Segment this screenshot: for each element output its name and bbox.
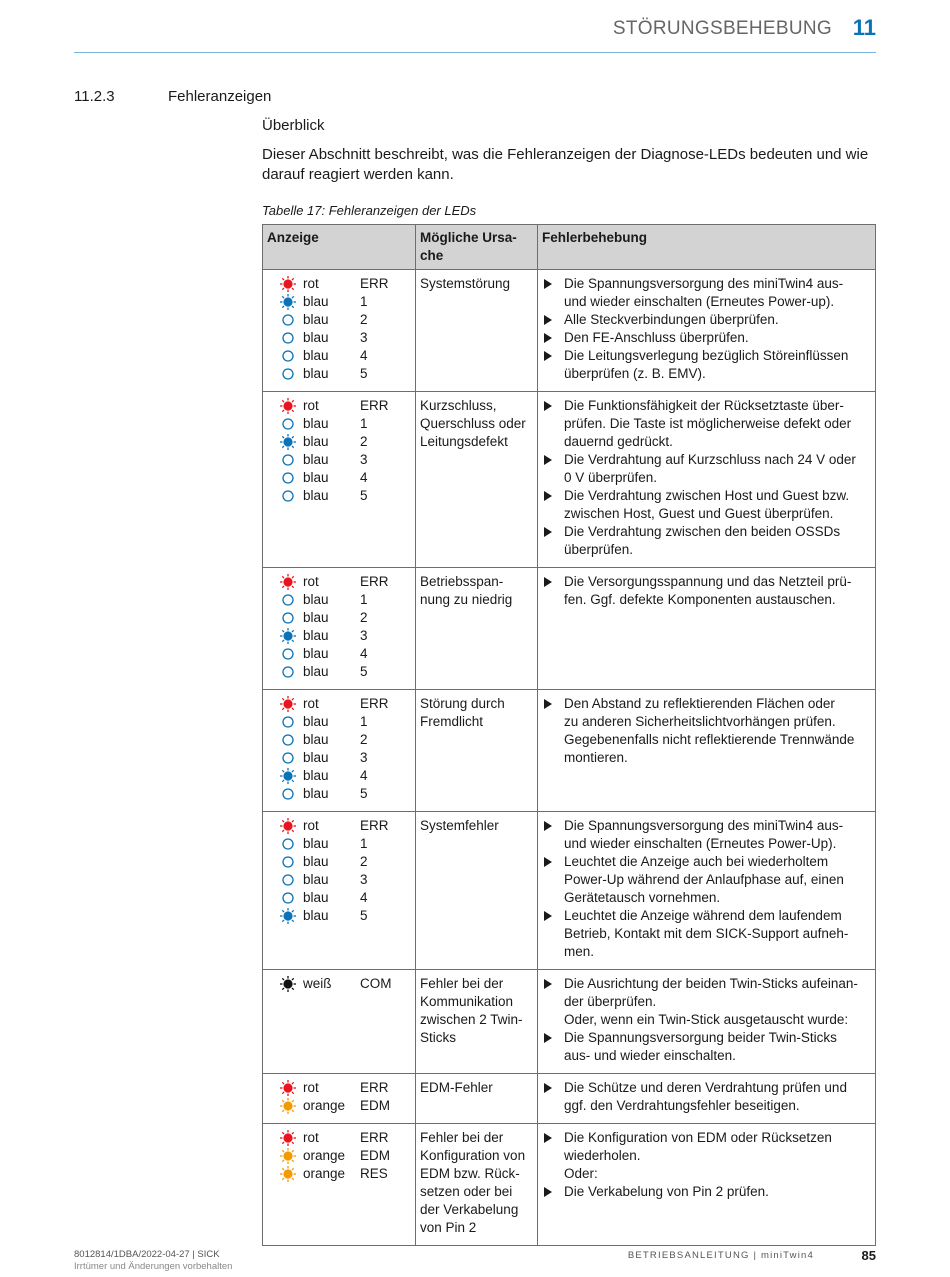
remedy-cell [538,568,876,690]
led-color-label: blau [303,294,329,309]
led-code: ERR [360,398,389,413]
led-code: 3 [360,330,368,345]
cause-cell [416,270,538,392]
header-anzeige: Anzeige [263,225,416,270]
remedy-step [542,853,871,907]
table-row [263,970,876,1074]
remedy-cell [538,690,876,812]
remedy-step [542,275,871,311]
led-entry [267,835,411,853]
remedy-line: Die Leitungsverlegung bezüglich Störeinflüssen [564,348,849,363]
led-code: 2 [360,312,368,327]
remedy-line: zu anderen Sicherheitslichtvorhängen prüfen. [564,714,836,729]
led-color-label: rot [303,276,319,291]
led-color-label: blau [303,416,329,431]
bullet-arrow-icon [544,1187,552,1197]
led-code: 5 [360,908,368,923]
led-color-label: blau [303,312,329,327]
led-off-blue-icon [279,785,297,803]
chapter-title: STÖRUNGSBEHEBUNG [612,18,832,39]
remedy-step [542,817,871,853]
led-code: 3 [360,872,368,887]
led-entry [267,433,411,451]
remedy-line: und wieder einschalten (Erneutes Power-Up). [564,836,837,851]
led-lit-red-icon [279,397,297,415]
led-code: 2 [360,854,368,869]
remedy-line: fen. Ggf. defekte Komponenten austauschen. [564,592,836,607]
led-color-label: blau [303,908,329,923]
led-color-label: rot [303,398,319,413]
led-lit-red-icon [279,817,297,835]
remedy-line: ggf. den Verdrahtungsfehler beseitigen. [564,1098,800,1113]
error-display-table [262,224,876,1246]
led-color-label: blau [303,854,329,869]
remedy-step [542,487,871,523]
led-lit-blue-icon [279,293,297,311]
bullet-arrow-icon [544,333,552,343]
bullet-arrow-icon [544,491,552,501]
led-color-label: blau [303,768,329,783]
remedy-line: wiederholen. [564,1148,641,1163]
remedy-line: Oder: [564,1166,598,1181]
remedy-step [542,573,871,609]
cause-cell [416,1074,538,1124]
remedy-line: Leuchtet die Anzeige auch bei wiederholtem [564,854,829,869]
cause-line: Systemstörung [420,276,511,291]
led-entry [267,785,411,803]
remedy-line: Die Verdrahtung auf Kurzschluss nach 24 V oder [564,452,856,467]
led-entry [267,975,411,993]
cause-cell [416,812,538,970]
led-off-blue-icon [279,415,297,433]
remedy-list [542,817,871,961]
remedy-line: überprüfen. [564,542,634,557]
bullet-arrow-icon [544,279,552,289]
bullet-arrow-icon [544,699,552,709]
led-lit-orange-icon [279,1147,297,1165]
remedy-cell [538,1074,876,1124]
led-lit-red-icon [279,573,297,591]
remedy-cell [538,970,876,1074]
remedy-line: Betrieb, Kontakt mit dem SICK-Support aufneh- [564,926,849,941]
led-color-label: blau [303,330,329,345]
led-code: ERR [360,1080,389,1095]
led-entry [267,713,411,731]
led-off-blue-icon [279,645,297,663]
remedy-step [542,975,871,1029]
led-indicator-cell [263,690,416,812]
led-off-blue-icon [279,609,297,627]
led-off-blue-icon [279,871,297,889]
led-code: 3 [360,628,368,643]
led-entry [267,663,411,681]
led-entry [267,487,411,505]
led-code: 4 [360,646,368,661]
led-code: 1 [360,416,368,431]
cause-line: Systemfehler [420,818,499,833]
remedy-line: Leuchtet die Anzeige während dem laufendem [564,908,842,923]
cause-cell [416,690,538,812]
led-off-blue-icon [279,329,297,347]
led-off-blue-icon [279,469,297,487]
remedy-line: montieren. [564,750,628,765]
led-code: 5 [360,786,368,801]
led-entry [267,907,411,925]
led-indicator-cell [263,970,416,1074]
remedy-line: prüfen. Die Taste ist möglicherweise defekt oder [564,416,852,431]
led-entry [267,767,411,785]
remedy-line: men. [564,944,595,959]
led-entry [267,627,411,645]
led-color-label: blau [303,592,329,607]
cause-cell [416,970,538,1074]
remedy-line: und wieder einschalten (Erneutes Power-up). [564,294,835,309]
led-off-blue-icon [279,853,297,871]
cause-line: Kommunikation [420,994,514,1009]
led-entry [267,609,411,627]
led-color-label: blau [303,434,329,449]
led-code: 4 [360,348,368,363]
led-code: EDM [360,1098,390,1113]
led-color-label: blau [303,890,329,905]
remedy-line: Die Verdrahtung zwischen den beiden OSSDs [564,524,841,539]
table-row [263,812,876,970]
led-entry [267,573,411,591]
led-color-label: blau [303,452,329,467]
led-entry [267,853,411,871]
remedy-line: Alle Steckverbindungen überprüfen. [564,312,779,327]
remedy-cell [538,1124,876,1246]
led-off-blue-icon [279,365,297,383]
table-caption: Tabelle 17: Fehleranzeigen der LEDs [262,203,477,218]
footer-disclaimer: Irrtümer und Änderungen vorbehalten [74,1261,233,1272]
footer-left [74,1249,232,1273]
chapter-number: 11 [852,15,876,40]
led-color-label: blau [303,732,329,747]
led-lit-red-icon [279,275,297,293]
led-color-label: blau [303,836,329,851]
led-off-blue-icon [279,347,297,365]
led-entry [267,1097,411,1115]
cause-cell [416,392,538,568]
led-entry [267,591,411,609]
led-lit-blue-icon [279,433,297,451]
led-off-blue-icon [279,451,297,469]
remedy-step [542,311,871,329]
remedy-line: überprüfen (z. B. EMV). [564,366,706,381]
led-entry [267,749,411,767]
cause-line: EDM bzw. Rück- [420,1166,520,1181]
led-color-label: orange [303,1166,346,1181]
remedy-line: Die Spannungsversorgung des miniTwin4 aus- [564,818,844,833]
bullet-arrow-icon [544,315,552,325]
bullet-arrow-icon [544,401,552,411]
remedy-list [542,573,871,609]
led-code: RES [360,1166,388,1181]
remedy-step [542,907,871,961]
remedy-line: Die Spannungsversorgung beider Twin-Sticks [564,1030,837,1045]
led-off-blue-icon [279,731,297,749]
section-number: 11.2.3 [74,88,115,105]
remedy-line: Gegebenenfalls nicht reflektierende Trennwände [564,732,855,747]
led-lit-red-icon [279,1129,297,1147]
remedy-line: 0 V überprüfen. [564,470,658,485]
footer-doc-id: 8012814/1DBA/2022-04-27 | SICK [74,1249,220,1260]
led-code: 2 [360,732,368,747]
led-color-label: rot [303,1080,319,1095]
remedy-list [542,1079,871,1115]
remedy-list [542,275,871,383]
remedy-line: Die Ausrichtung der beiden Twin-Sticks aufeinan- [564,976,858,991]
remedy-step [542,1183,871,1201]
bullet-arrow-icon [544,577,552,587]
led-code: 4 [360,768,368,783]
led-code: 4 [360,470,368,485]
cause-line: zwischen 2 Twin- [420,1012,523,1027]
led-entry [267,645,411,663]
remedy-step [542,1029,871,1065]
bullet-arrow-icon [544,1083,552,1093]
led-lit-blue-icon [279,767,297,785]
led-entry [267,695,411,713]
led-color-label: blau [303,348,329,363]
led-lit-orange-icon [279,1097,297,1115]
led-entry [267,311,411,329]
footer-doc-type: BETRIEBSANLEITUNG | miniTwin4 [627,1250,814,1261]
led-color-label: weiß [303,976,332,991]
remedy-cell [538,812,876,970]
remedy-line: Die Versorgungsspannung und das Netzteil prü- [564,574,852,589]
led-color-label: blau [303,786,329,801]
led-off-blue-icon [279,591,297,609]
remedy-line: Die Spannungsversorgung des miniTwin4 aus- [564,276,844,291]
led-color-label: blau [303,488,329,503]
led-entry [267,451,411,469]
bullet-arrow-icon [544,351,552,361]
led-code: ERR [360,1130,389,1145]
led-entry [267,871,411,889]
cause-cell [416,568,538,690]
led-code: ERR [360,574,389,589]
remedy-step [542,1079,871,1115]
remedy-step [542,523,871,559]
remedy-step [542,347,871,383]
led-entry [267,889,411,907]
remedy-line: Oder, wenn ein Twin-Stick ausgetauscht wurde: [564,1012,849,1027]
bullet-arrow-icon [544,455,552,465]
remedy-line: Die Verkabelung von Pin 2 prüfen. [564,1184,769,1199]
led-color-label: rot [303,696,319,711]
cause-line: von Pin 2 [420,1220,477,1235]
led-code: 1 [360,592,368,607]
remedy-cell [538,270,876,392]
cause-line: Fehler bei der [420,1130,504,1145]
led-indicator-cell [263,812,416,970]
led-lit-black-icon [279,975,297,993]
remedy-line: Gerätetausch vornehmen. [564,890,721,905]
led-color-label: blau [303,610,329,625]
cause-line: Kurzschluss, [420,398,497,413]
led-entry [267,275,411,293]
led-entry [267,1129,411,1147]
led-code: 5 [360,664,368,679]
led-off-blue-icon [279,487,297,505]
page-number: 85 [861,1248,876,1263]
led-code: ERR [360,818,389,833]
header-divider [74,52,876,53]
header-ursache-text: Mögliche Ursa- che [420,230,517,263]
led-entry [267,397,411,415]
led-entry [267,365,411,383]
led-entry [267,817,411,835]
led-entry [267,469,411,487]
led-code: 4 [360,890,368,905]
bullet-arrow-icon [544,527,552,537]
remedy-list [542,975,871,1065]
table-row [263,392,876,568]
led-color-label: rot [303,818,319,833]
remedy-line: Die Konfiguration von EDM oder Rücksetzen [564,1130,832,1145]
remedy-line: der überprüfen. [564,994,657,1009]
led-code: ERR [360,276,389,291]
cause-line: der Verkabelung [420,1202,519,1217]
table-row [263,690,876,812]
led-color-label: blau [303,750,329,765]
cause-line: Fremdlicht [420,714,484,729]
led-lit-blue-icon [279,627,297,645]
remedy-line: dauernd gedrückt. [564,434,673,449]
header-fehlerbehebung: Fehlerbehebung [538,225,876,270]
led-indicator-cell [263,270,416,392]
led-entry [267,731,411,749]
led-color-label: blau [303,646,329,661]
remedy-cell [538,392,876,568]
bullet-arrow-icon [544,857,552,867]
table-row [263,1074,876,1124]
remedy-line: zwischen Host, Guest und Guest überprüfen. [564,506,834,521]
led-code: COM [360,976,392,991]
remedy-step [542,695,871,767]
led-code: 1 [360,836,368,851]
remedy-step [542,1129,871,1183]
led-lit-red-icon [279,1079,297,1097]
remedy-line: Den FE-Anschluss überprüfen. [564,330,749,345]
led-color-label: blau [303,366,329,381]
led-color-label: orange [303,1098,346,1113]
bullet-arrow-icon [544,1133,552,1143]
led-color-label: orange [303,1148,346,1163]
remedy-list [542,1129,871,1201]
led-lit-blue-icon [279,907,297,925]
header-ursache [416,225,538,270]
cause-line: Konfiguration von [420,1148,526,1163]
table-row [263,270,876,392]
section-title: Fehleranzeigen [168,88,272,105]
led-entry [267,1147,411,1165]
led-code: 5 [360,366,368,381]
led-code: 3 [360,750,368,765]
table-header-row [263,225,876,270]
led-entry [267,1079,411,1097]
cause-line: nung zu niedrig [420,592,513,607]
remedy-line: Den Abstand zu reflektierenden Flächen oder [564,696,835,711]
remedy-line: Die Funktionsfähigkeit der Rücksetztaste über- [564,398,844,413]
led-color-label: blau [303,470,329,485]
remedy-line: aus- und wieder einschalten. [564,1048,736,1063]
table-row [263,568,876,690]
led-off-blue-icon [279,889,297,907]
led-color-label: rot [303,1130,319,1145]
cause-line: Störung durch [420,696,505,711]
led-entry [267,347,411,365]
remedy-line: Die Verdrahtung zwischen Host und Guest bzw. [564,488,850,503]
led-off-blue-icon [279,749,297,767]
remedy-step [542,451,871,487]
led-off-blue-icon [279,663,297,681]
led-off-blue-icon [279,835,297,853]
remedy-line: Power-Up während der Anlaufphase auf, einen [564,872,844,887]
led-color-label: blau [303,872,329,887]
cause-line: Querschluss oder [420,416,526,431]
remedy-step [542,329,871,347]
led-off-blue-icon [279,311,297,329]
intro-paragraph: Dieser Abschnitt beschreibt, was die Fehleranzeigen der Diagnose-LEDs bedeuten und wie darauf reagiert werden kann. [262,146,869,183]
led-code: 3 [360,452,368,467]
led-code: 1 [360,714,368,729]
cause-line: Leitungsdefekt [420,434,508,449]
subheading: Überblick [262,117,325,134]
led-off-blue-icon [279,713,297,731]
led-code: EDM [360,1148,390,1163]
cause-line: Betriebsspan- [420,574,504,589]
led-indicator-cell [263,1124,416,1246]
led-code: 2 [360,610,368,625]
cause-line: EDM-Fehler [420,1080,493,1095]
cause-line: setzen oder bei [420,1184,513,1199]
led-entry [267,293,411,311]
led-lit-orange-icon [279,1165,297,1183]
led-color-label: blau [303,714,329,729]
cause-line: Sticks [420,1030,457,1045]
cause-cell [416,1124,538,1246]
led-color-label: blau [303,664,329,679]
table-row [263,1124,876,1246]
led-color-label: blau [303,628,329,643]
led-indicator-cell [263,568,416,690]
bullet-arrow-icon [544,1033,552,1043]
led-entry [267,415,411,433]
remedy-list [542,397,871,559]
led-indicator-cell [263,392,416,568]
led-code: 1 [360,294,368,309]
remedy-step [542,397,871,451]
bullet-arrow-icon [544,911,552,921]
led-code: 5 [360,488,368,503]
remedy-line: Die Schütze und deren Verdrahtung prüfen und [564,1080,847,1095]
led-code: ERR [360,696,389,711]
cause-line: Fehler bei der [420,976,504,991]
led-entry [267,1165,411,1183]
bullet-arrow-icon [544,979,552,989]
led-color-label: rot [303,574,319,589]
led-lit-red-icon [279,695,297,713]
led-entry [267,329,411,347]
led-code: 2 [360,434,368,449]
bullet-arrow-icon [544,821,552,831]
led-indicator-cell [263,1074,416,1124]
remedy-list [542,695,871,767]
